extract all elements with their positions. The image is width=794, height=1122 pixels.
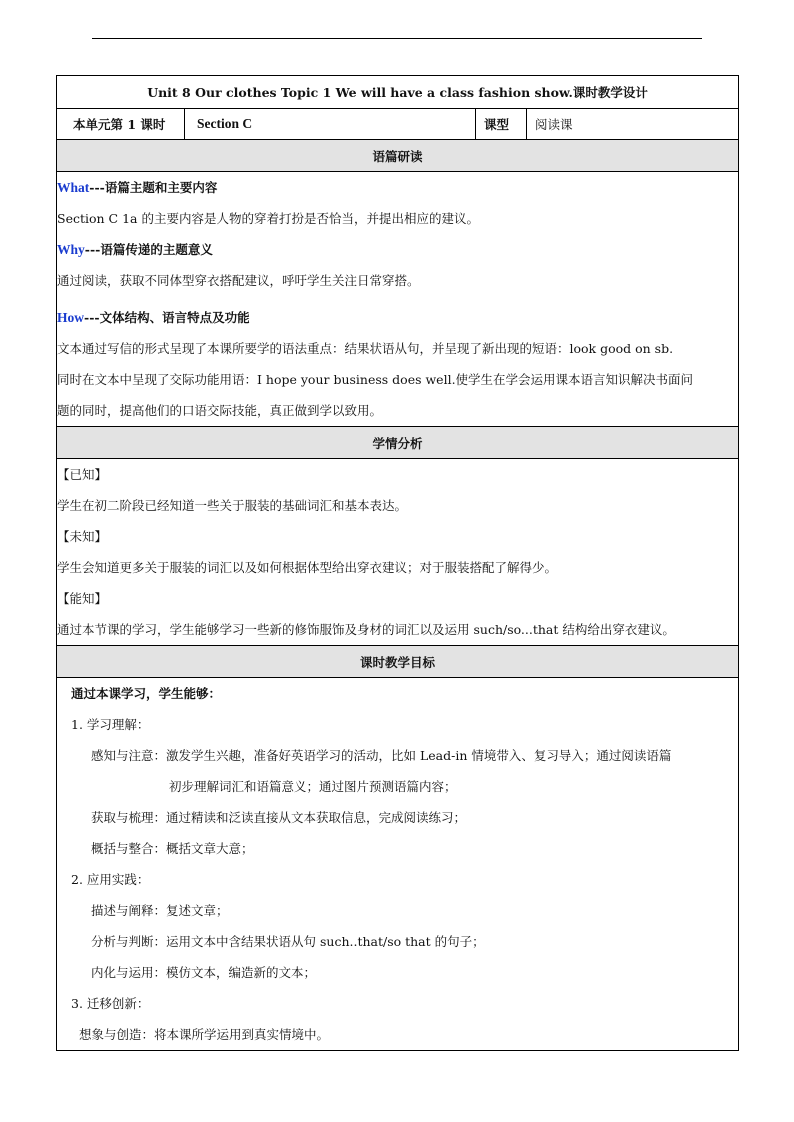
what-label: What <box>57 180 90 195</box>
objective-1-line-3: 获取与梳理：通过精读和泛读直接从文本获取信息，完成阅读练习； <box>91 810 467 825</box>
why-heading <box>57 234 738 265</box>
what-heading <box>57 172 738 203</box>
objective-1-line-4: 概括与整合：概括文章大意； <box>91 841 254 856</box>
header-rule <box>92 38 702 39</box>
objective-2-title: 2. 应用实践： <box>71 872 150 887</box>
known-label: 【已知】 <box>57 467 108 482</box>
how-line-3: 题的同时，提高他们的口语交际技能，真正做到学以致用。 <box>57 403 383 418</box>
objective-3-title: 3. 迁移创新： <box>71 996 150 1011</box>
section-cell: Section C <box>185 109 476 140</box>
objective-2-line-3: 内化与运用：模仿文本，编造新的文本； <box>91 965 317 980</box>
text-analysis-content <box>57 172 739 427</box>
how-title: ---文体结构、语言特点及功能 <box>84 310 250 325</box>
lesson-type-value: 阅读课 <box>527 109 739 140</box>
why-title: ---语篇传递的主题意义 <box>84 242 213 257</box>
objective-1-line-1: 感知与注意：激发学生兴趣，准备好英语学习的活动，比如 Lead-in 情境带入、复习导入；通过阅读语篇 <box>91 748 672 763</box>
unknown-text: 学生会知道更多关于服装的词汇以及如何根据体型给出穿衣建议；对于服装搭配了解得少。 <box>57 560 558 575</box>
what-text: Section C 1a 的主要内容是人物的穿着打扮是否恰当，并提出相应的建议。 <box>57 211 479 226</box>
unknown-label: 【未知】 <box>57 529 108 544</box>
text-analysis-heading: 语篇研读 <box>57 140 739 172</box>
how-label: How <box>57 310 84 325</box>
known-text: 学生在初二阶段已经知道一些关于服装的基础词汇和基本表达。 <box>57 498 408 513</box>
why-text: 通过阅读，获取不同体型穿衣搭配建议，呼吁学生关注日常穿搭。 <box>57 273 420 288</box>
why-label: Why <box>57 242 85 257</box>
learner-analysis-heading: 学情分析 <box>57 427 739 459</box>
lesson-type-label: 课型 <box>476 109 527 140</box>
objective-3-line-1: 想象与创造：将本课所学运用到真实情境中。 <box>79 1027 330 1042</box>
what-title: ---语篇主题和主要内容 <box>89 180 218 195</box>
document-title: Unit 8 Our clothes Topic 1 We will have a class fashion show.课时教学设计 <box>57 76 739 109</box>
how-heading <box>57 302 738 333</box>
objective-2-line-1: 描述与阐释：复述文章； <box>91 903 229 918</box>
unit-lesson-cell: 本单元第 1 课时 <box>57 109 185 140</box>
objective-2-line-2: 分析与判断：运用文本中含结果状语从句 such..that/so that 的句子； <box>91 934 485 949</box>
objective-1-title: 1. 学习理解： <box>71 717 150 732</box>
objectives-content <box>57 678 739 1051</box>
objectives-intro: 通过本课学习，学生能够： <box>71 686 222 701</box>
objective-1-line-2: 初步理解词汇和语篇意义；通过图片预测语篇内容； <box>169 779 457 794</box>
learner-analysis-content <box>57 459 739 646</box>
able-text: 通过本节课的学习，学生能够学习一些新的修饰服饰及身材的词汇以及运用 such/so...that 结构给出穿衣建议。 <box>57 622 675 637</box>
able-label: 【能知】 <box>57 591 108 606</box>
objectives-heading: 课时教学目标 <box>57 646 739 678</box>
how-line-2: 同时在文本中呈现了交际功能用语：I hope your business does well.使学生在学会运用课本语言知识解决书面问 <box>57 372 694 387</box>
how-line-1: 文本通过写信的形式呈现了本课所要学的语法重点：结果状语从句，并呈现了新出现的短语：look good on sb. <box>57 341 674 356</box>
lesson-plan-table <box>56 75 739 1051</box>
